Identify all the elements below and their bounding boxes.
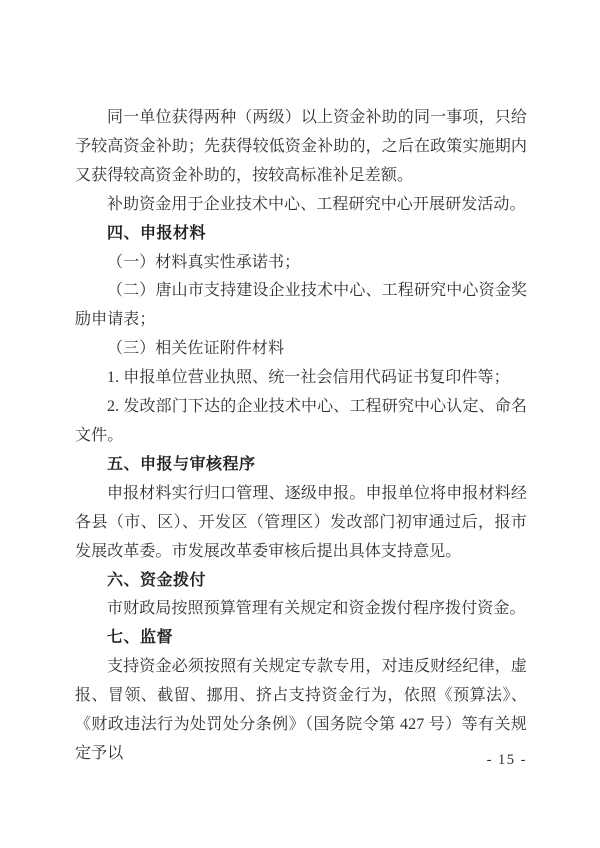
document-body (75, 104, 527, 769)
heading-section-7-supervision: 七、监督 (107, 629, 174, 647)
paragraph-attachment-2-recognition-documents: 2. 发改部门下达的企业技术中心、工程研究中心认定、命名文件。 (75, 398, 527, 444)
paragraph-item-3-supporting-attachments: （三）相关佐证附件材料 (107, 340, 285, 358)
page-number: - 15 - (486, 752, 527, 768)
paragraph-fund-disbursement: 市财政局按照预算管理有关规定和资金拨付程序拨付资金。 (107, 600, 526, 618)
paragraph-duplicate-subsidy-rule: 同一单位获得两种（两级）以上资金补助的同一事项，只给予较高资金补助；先获得较低资金补助的，之后在政策实施期内又获得较高资金补助的，按较高标准补足差额。 (75, 109, 527, 184)
paragraph-item-1-commitment-letter: （一）材料真实性承诺书； (107, 253, 301, 271)
paragraph-subsidy-usage: 补助资金用于企业技术中心、工程研究中心开展研发活动。 (107, 195, 526, 213)
heading-section-4-application-materials: 四、申报材料 (107, 224, 207, 242)
paragraph-review-procedure: 申报材料实行归口管理、逐级申报。申报单位将申报材料经各县（市、区）、开发区（管理区）发改部门初审通过后，报市发展改革委。市发展改革委审核后提出具体支持意见。 (75, 484, 527, 560)
heading-section-6-fund-disbursement: 六、资金拨付 (107, 571, 207, 589)
paragraph-supervision-rules: 支持资金必须按照有关规定专款专用，对违反财经纪律，虚报、冒领、截留、挪用、挤占支持资金行为，依照《预算法》、《财政违法行为处罚处分条例》（国务院令第 427 号）等有关规定予以 (75, 658, 527, 762)
paragraph-item-2-application-form: （二）唐山市支持建设企业技术中心、工程研究中心资金奖励申请表； (75, 282, 527, 329)
heading-section-5-application-review-procedure: 五、申报与审核程序 (107, 455, 256, 473)
paragraph-attachment-1-business-license: 1. 申报单位营业执照、统一社会信用代码证书复印件等； (107, 369, 510, 387)
